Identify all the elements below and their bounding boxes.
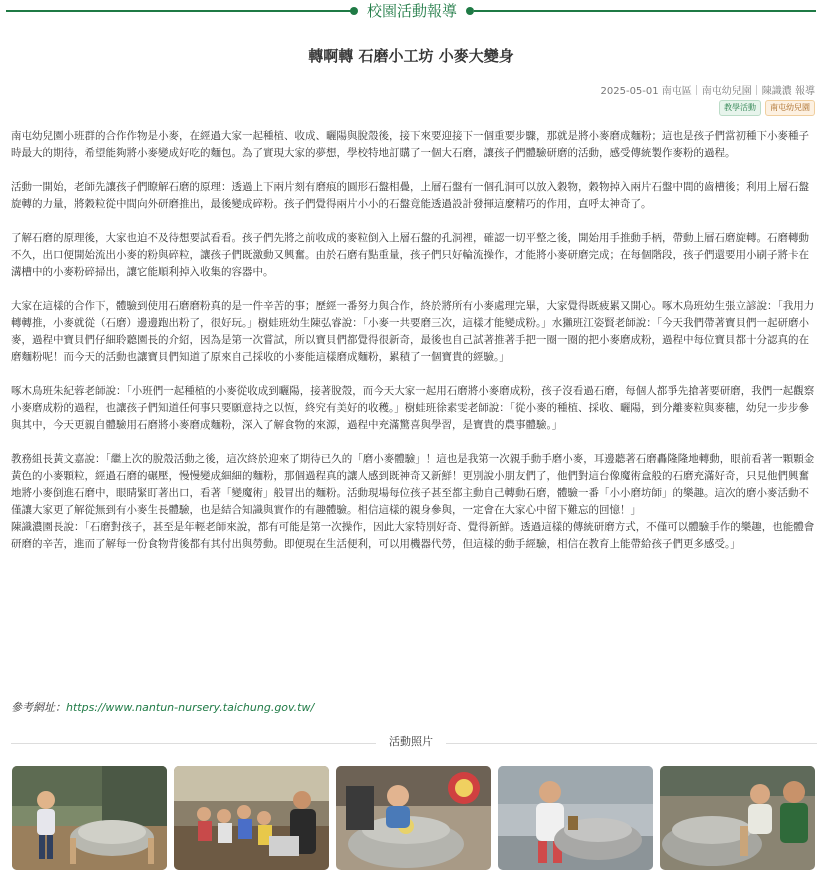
paragraph: 了解石磨的原理後，大家也迫不及待想要試看看。孩子們先將之前收成的麥粒倒入上層石盤的孔洞裡，確認一切平整之後，開始用手推動手柄，帶動上層石磨旋轉。石磨轉動不久，出口便開始流出小麥的粉與碎粒，讓孩子們既激動又興奮。由於石磨有點重量，孩子們只好輪流操作，才能將小麥研磨完成；在每個階段，孩子們還要用小刷子將卡在溝槽中的小麥粉碎掃出，讓它能順利掉入收集的容器中。 — [11, 232, 809, 278]
activity-photo-1[interactable] — [12, 766, 167, 870]
photo-gallery — [12, 766, 815, 870]
tag-teaching-activity[interactable]: 教學活動 — [719, 100, 761, 116]
paragraph: 南屯幼兒園小班群的合作作物是小麥，在經過大家一起種植、收成、曬陽與脫殼後，接下來要迎接下一個重要步驟，那就是將小麥磨成麵粉；這也是孩子們當初種下小麥種子時最大的期待，希望能夠將小麥變成好吃的麵包。為了實現大家的夢想，學校特地訂購了一個大石磨，讓孩子們體驗研磨的活動，感受傳統製作麥粉的過程。 — [11, 130, 809, 159]
photos-title: 活動照片 — [389, 735, 433, 748]
paragraph: 陳識濃園長說：「石磨對孩子，甚至是年輕老師來說，都有可能是第一次操作，因此大家特別好奇、覺得新鮮。透過這樣的傳統研磨方式，不僅可以體驗手作的樂趣，也能體會研磨的辛苦，進而了解每一份食物背後都有其付出與勞動。即便現在生活便利，可以用機器代勞，但這樣的動手經驗，相信在教育上能帶給孩子們更多感受。」 — [11, 521, 815, 550]
photos-divider-right — [446, 743, 817, 744]
section-header — [0, 0, 822, 22]
reference-label: 參考網址： — [11, 701, 66, 714]
photos-section-header — [0, 731, 822, 753]
activity-photo-2[interactable] — [174, 766, 329, 870]
header-divider-right — [474, 10, 816, 12]
paragraph: 活動一開始，老師先讓孩子們瞭解石磨的原理：透過上下兩片刻有磨痕的圓形石盤相疊，上層石盤有一個孔洞可以放入穀物，穀物掉入兩片石盤中間的齒槽後；利用上層石盤旋轉的力量，將穀粒從中間向外研磨推出，最後變成碎粉。孩子們覺得兩片小小的石盤竟能透過設計發揮這麼精巧的作用，直呼太神奇了。 — [11, 181, 809, 210]
activity-photo-5[interactable] — [660, 766, 815, 870]
activity-photo-3[interactable] — [336, 766, 491, 870]
reference-line — [11, 699, 314, 715]
paragraph: 大家在這樣的合作下，體驗到使用石磨磨粉真的是一件辛苦的事；歷經一番努力與合作，終於將所有小麥處理完畢，大家覺得既疲累又開心。啄木鳥班幼生張立諺說：「我用力轉轉推，小麥就從（石磨）邊邊跑出粉了，很好玩。」樹蛙班幼生陳弘睿說：「小麥一共要磨三次，這樣才能變成粉。」水獺班江姿賢老師說：「今天我們帶著寶貝們一起研磨小麥，過程中寶貝們仔細聆聽園長的介紹，因為是第一次嘗試，所以寶貝們都覺得很新奇，最後也自己試著推著手把一圈一圈的把小麥磨成粉，過程中每位寶貝都十分認真的在磨麵粉呢！而今天的活動也讓寶貝們知道了原來自己採收的小麥能這樣磨成麵粉，累積了一個寶貴的經驗。」 — [11, 300, 815, 363]
section-title: 校園活動報導 — [366, 2, 457, 20]
header-dot-left — [350, 7, 358, 15]
activity-photo-4[interactable] — [498, 766, 653, 870]
article-meta: 2025-05-01 南屯區｜南屯幼兒園｜陳識濃 報導 — [600, 86, 815, 97]
article-body — [11, 128, 817, 553]
header-dot-right — [466, 7, 474, 15]
paragraph: 教務組長黃文嘉說：「繼上次的脫殼活動之後，這次終於迎來了期待已久的「磨小麥體驗」！這也是我第一次親手動手磨小麥，耳邊聽著石磨轟隆隆地轉動，眼前看著一顆顆金黃色的小麥顆粒，經過石磨的碾壓，慢慢變成細細的麵粉，那個過程真的讓人感到既神奇又新鮮！更別說小朋友們了，他們對這台像魔術盒般的石磨充滿好奇，只見他們興奮地將小麥倒進石磨中，眼睛緊盯著出口，看著「變魔術」般冒出的麵粉。活動現場每位孩子甚至都主動自己轉動石磨，體驗一番「小小磨坊師」的樂趣。這次的磨小麥活動不僅讓大家更了解從無到有小麥生長體驗，也是結合知識與實作的有趣體驗。相信這樣的親身參與，一定會在大家心中留下難忘的回憶！」 — [11, 453, 815, 516]
reference-link[interactable]: https://www.nantun-nursery.taichung.gov.tw/ — [66, 701, 315, 714]
tag-school[interactable]: 南屯幼兒園 — [765, 100, 815, 116]
photos-divider-left — [11, 743, 376, 744]
paragraph: 啄木鳥班朱紀蓉老師說：「小班們一起種植的小麥從收成到曬陽，接著脫殼，而今天大家一起用石磨將小麥磨成粉，孩子沒看過石磨，每個人都爭先搶著要研磨，我們一起觀察小麥磨成粉的過程，也讓孩子們知道任何事只要願意持之以恆，終究有美好的收穫。」樹蛙班徐素雯老師說：「從小麥的種植、採收、曬陽，到分離麥粒與麥穗，幼兒一步步參與其中，今天更親自體驗用石磨將小麥磨成麵粉，深入了解食物的來源，過程中充滿驚喜與學習，是寶貴的農事體驗。」 — [11, 385, 815, 431]
tag-list — [719, 100, 815, 116]
article-headline: 轉啊轉 石磨小工坊 小麥大變身 — [308, 47, 514, 65]
header-divider-left — [6, 10, 351, 12]
